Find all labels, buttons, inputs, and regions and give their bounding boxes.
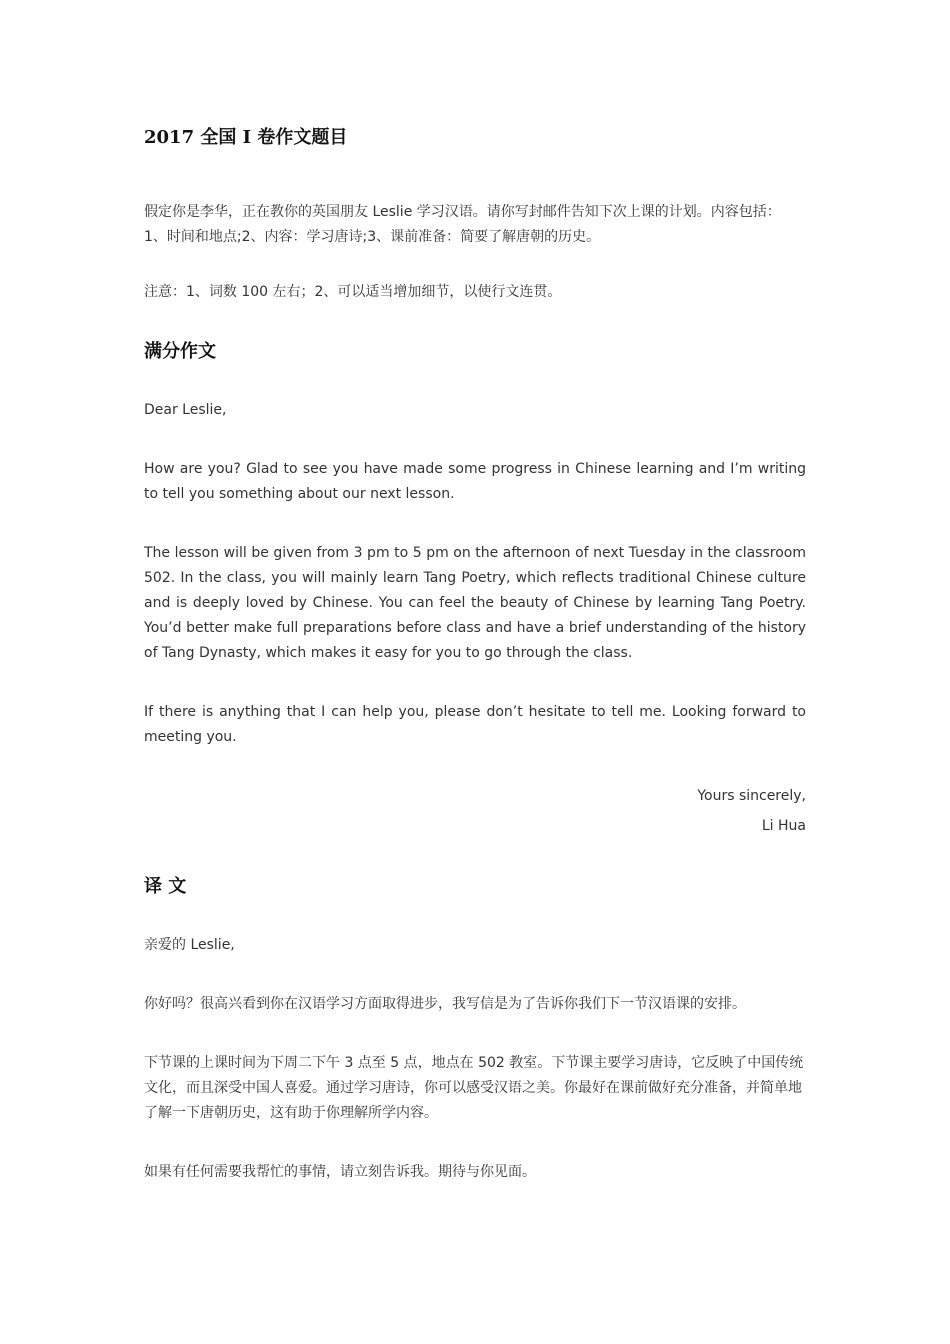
- prompt-paragraph: [144, 200, 806, 250]
- letter-paragraph-1: How are you? Glad to see you have made some progress in Chinese learning and I’m writing to tell you something about our next lesson.: [144, 461, 806, 502]
- page-title: 2017 全国 I 卷作文题目: [144, 127, 348, 148]
- note-paragraph: 注意：1、词数 100 左右；2、可以适当增加细节，以使行文连贯。: [144, 284, 562, 300]
- letter-greeting: Dear Leslie,: [144, 402, 227, 418]
- translation-heading: 译 文: [144, 876, 187, 897]
- translation-greeting: 亲爱的 Leslie,: [144, 937, 235, 953]
- letter-signature: Li Hua: [761, 818, 806, 834]
- letter-closing: Yours sincerely,: [697, 788, 806, 804]
- translation-paragraph-1: 你好吗？很高兴看到你在汉语学习方面取得进步，我写信是为了告诉你我们下一节汉语课的安排。: [144, 996, 746, 1012]
- letter-paragraph-3: If there is anything that I can help you, please don’t hesitate to tell me. Looking forward to meeting you.: [144, 704, 806, 745]
- translation-paragraph-2: 下节课的上课时间为下周二下午 3 点至 5 点，地点在 502 教室。下节课主要学习唐诗，它反映了中国传统文化，而且深受中国人喜爱。通过学习唐诗，你可以感受汉语之美。你最好在课前做好充分准备，并简单地了解一下唐朝历史，这有助于你理解所学内容。: [144, 1055, 804, 1121]
- prompt-line-1: 假定你是李华，正在教你的英国朋友 Leslie 学习汉语。请你写封邮件告知下次上课的计划。内容包括：: [144, 204, 781, 220]
- model-essay-heading: 满分作文: [144, 341, 216, 362]
- prompt-line-2: 1、时间和地点;2、内容：学习唐诗;3、课前准备：简要了解唐朝的历史。: [144, 229, 601, 245]
- translation-paragraph-3: 如果有任何需要我帮忙的事情，请立刻告诉我。期待与你见面。: [144, 1164, 536, 1180]
- letter-paragraph-2: The lesson will be given from 3 pm to 5 pm on the afternoon of next Tuesday in the classroom 502. In the class, you will mainly learn Tang Poetry, which reflects traditional Chinese culture and is deeply loved by Chinese. You can feel the beauty of Chinese by learning Tang Poetry. You’d better make full preparations before class and have a brief understanding of the history of Tang Dynasty, which makes it easy for you to go through the class.: [144, 545, 806, 661]
